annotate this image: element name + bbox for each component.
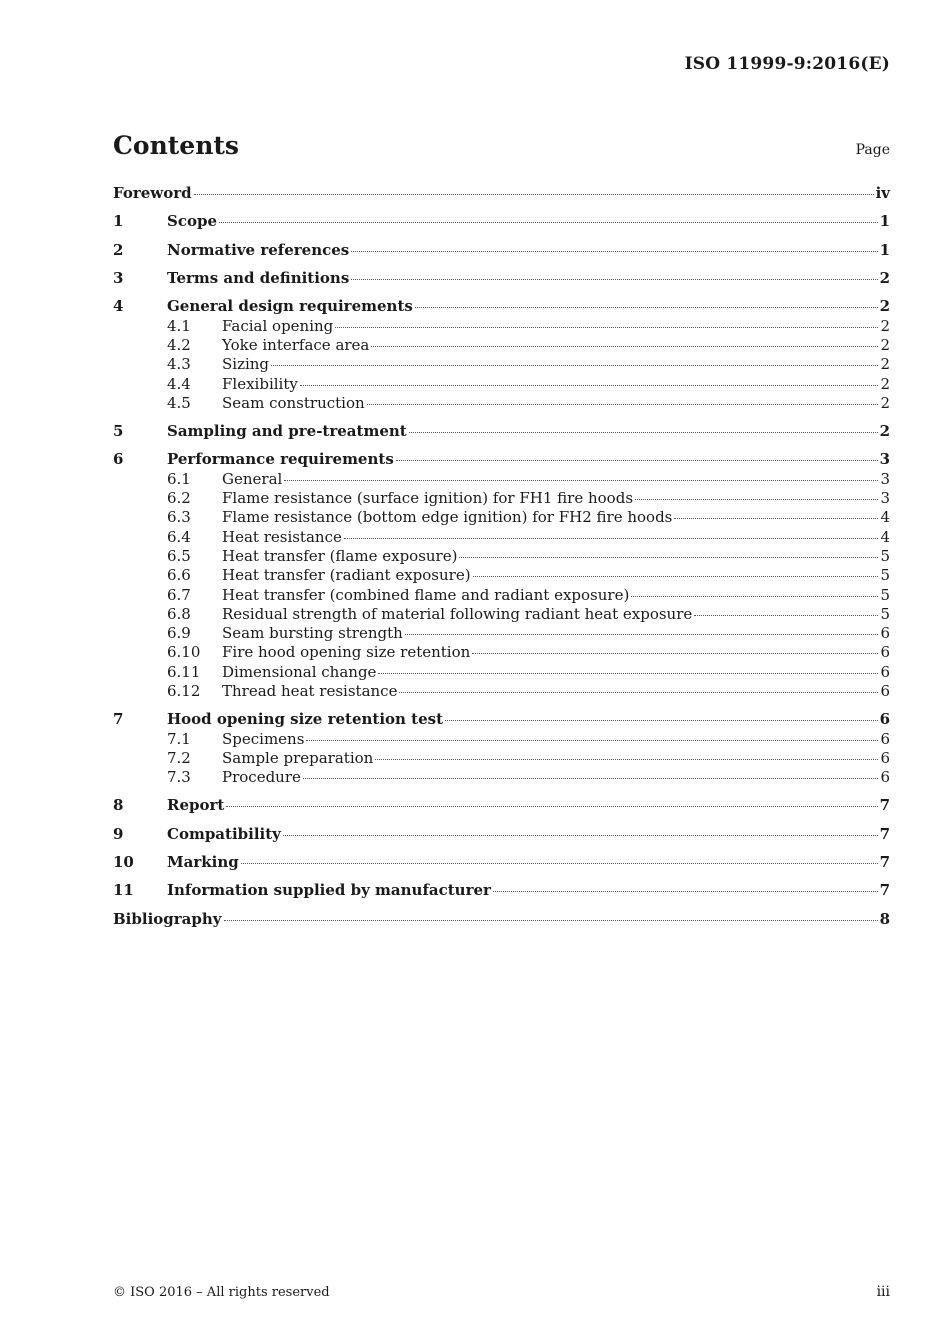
dot-leader [415,307,878,308]
dot-leader [344,538,879,539]
toc-entry[interactable] [113,624,890,643]
toc-entry-number: 4.5 [167,393,191,412]
toc-entry-page: 1 [879,212,890,231]
toc-entry-page: 6 [880,682,890,701]
dot-leader [351,279,877,280]
toc-entry[interactable] [113,586,890,605]
toc-entry-number: 6.1 [167,469,191,488]
toc-entry-page: 1 [879,240,890,259]
toc-entry-number: 8 [113,796,124,815]
toc-entry-page: 5 [880,604,890,623]
toc-entry-number: 3 [113,268,124,287]
toc-entry-title: Sample preparation [222,748,374,767]
toc-entry[interactable] [113,317,890,336]
toc-entry-page: 2 [879,421,890,440]
toc-entry[interactable] [113,749,890,768]
dot-leader [306,740,878,741]
toc-entry[interactable] [113,663,890,682]
toc-entry[interactable] [113,796,890,816]
toc-entry-number: 4.2 [167,335,191,354]
toc-entry-page: 6 [880,643,890,662]
toc-entry-title: Hood opening size retention test [167,710,444,729]
toc-entry-title: Procedure [222,768,301,787]
toc-entry[interactable] [113,566,890,585]
toc-entry-title: Compatibility [167,824,281,843]
dot-leader [396,460,878,461]
toc-entry-page: 2 [879,268,890,287]
toc-entry-page: 5 [880,566,890,585]
toc-entry-title: Scope [167,212,218,231]
toc-entry-title: Flame resistance (surface ignition) for FH1 fire hoods [222,489,634,508]
copyright-notice: © ISO 2016 – All rights reserved [113,1285,330,1300]
dot-leader [271,365,878,366]
toc-entry-page: 2 [880,355,890,374]
toc-entry-page: 2 [880,374,890,393]
toc-entry-page: 5 [880,585,890,604]
dot-leader [472,653,878,654]
toc-entry-title: Flexibility [222,374,298,393]
dot-leader [405,634,879,635]
toc-entry[interactable] [113,710,890,730]
toc-entry-title: General design requirements [167,297,413,316]
toc-entry-title: General [222,469,283,488]
toc-entry-number: 5 [113,421,124,440]
toc-entry-number: 7.1 [167,729,191,748]
page-number: iii [876,1284,890,1300]
dot-leader [226,806,877,807]
dot-leader [241,863,878,864]
toc-entry-page: 3 [879,450,890,469]
toc-entry-number: 7.3 [167,768,191,787]
toc-entry-page: 5 [880,546,890,565]
toc-entry-page: 4 [880,527,890,546]
toc-entry-title: Specimens [222,729,305,748]
toc-entry-page: 7 [879,852,890,871]
toc-entry-number: 4.3 [167,355,191,374]
toc-entry-number: 1 [113,212,124,231]
document-id: ISO 11999-9:2016(E) [684,54,890,74]
toc-entry-page: 4 [880,508,890,527]
toc-entry-title: Foreword [113,184,192,202]
toc-entry-title: Heat resistance [222,527,342,546]
toc-entry-title: Performance requirements [167,450,394,469]
toc-entry[interactable] [113,184,890,204]
toc-entry-number: 6.7 [167,585,191,604]
toc-entry-page: 6 [880,748,890,767]
dot-leader [367,404,879,405]
toc-entry[interactable] [113,470,890,489]
toc-entry[interactable] [113,528,890,547]
toc-entry-number: 6.6 [167,566,191,585]
toc-entry-page: 7 [879,881,890,900]
toc-entry[interactable] [113,853,890,873]
toc-entry-number: 10 [113,852,134,871]
toc-entry-title: Dimensional change [222,662,377,681]
dot-leader [674,518,878,519]
toc-entry-title: Terms and definitions [167,268,350,287]
toc-entry[interactable] [113,682,890,701]
toc-entry-title: Normative references [167,240,350,259]
toc-entry-title: Flame resistance (bottom edge ignition) for FH2 fire hoods [222,508,673,527]
toc-entry-number: 6.9 [167,624,191,643]
toc-entry-page: 2 [880,393,890,412]
toc-entry-title: Seam bursting strength [222,624,403,643]
toc-entry[interactable] [113,825,890,845]
toc-entry-number: 6.2 [167,489,191,508]
toc-entry-page: 6 [880,624,890,643]
dot-leader [283,835,878,836]
dot-leader [459,557,878,558]
table-of-contents [113,184,890,929]
dot-leader [375,759,878,760]
toc-entry-title: Facial opening [222,316,334,335]
toc-entry[interactable] [113,212,890,232]
toc-entry-number: 4 [113,297,124,316]
toc-entry[interactable] [113,643,890,662]
toc-entry-title: Residual strength of material following radiant heat exposure [222,604,693,623]
toc-entry-number: 6.5 [167,546,191,565]
toc-entry-title: Fire hood opening size retention [222,643,471,662]
toc-entry[interactable] [113,422,890,442]
toc-entry-page: 3 [880,469,890,488]
dot-leader [351,251,877,252]
dot-leader [409,432,878,433]
toc-entry-title: Bibliography [113,909,222,928]
toc-entry-page: 2 [880,316,890,335]
toc-entry[interactable] [113,241,890,261]
dot-leader [445,720,878,721]
toc-entry-number: 9 [113,824,124,843]
page-column-label: Page [855,142,890,158]
dot-leader [335,327,878,328]
toc-entry[interactable] [113,375,890,394]
dot-leader [694,615,878,616]
toc-entry-page: 3 [880,489,890,508]
dot-leader [631,596,878,597]
dot-leader [371,346,878,347]
toc-entry-page: 2 [879,297,890,316]
dot-leader [194,194,874,195]
toc-entry-number: 6.8 [167,604,191,623]
dot-leader [219,222,878,223]
toc-entry-page: iv [875,184,890,202]
toc-entry-number: 6.11 [167,662,201,681]
dot-leader [300,385,879,386]
dot-leader [473,576,879,577]
dot-leader [303,778,879,779]
toc-entry-title: Sizing [222,355,270,374]
toc-entry-number: 7 [113,710,124,729]
dot-leader [493,891,878,892]
toc-entry-page: 6 [880,768,890,787]
toc-entry-title: Heat transfer (flame exposure) [222,546,458,565]
toc-entry[interactable] [113,269,890,289]
toc-entry-number: 6.12 [167,682,201,701]
toc-entry-title: Seam construction [222,393,365,412]
toc-entry-number: 6.4 [167,527,191,546]
dot-leader [399,692,878,693]
dot-leader [378,673,878,674]
toc-entry[interactable] [113,489,890,508]
toc-entry-number: 6 [113,450,124,469]
toc-entry-title: Thread heat resistance [222,682,398,701]
page-title: Contents [113,131,240,160]
toc-entry-title: Marking [167,852,239,871]
toc-entry[interactable] [113,910,890,930]
toc-entry-page: 6 [879,710,890,729]
toc-entry[interactable] [113,336,890,355]
toc-entry[interactable] [113,450,890,470]
toc-entry-title: Report [167,796,225,815]
dot-leader [635,499,878,500]
toc-entry-number: 11 [113,881,134,900]
toc-entry-number: 2 [113,240,124,259]
toc-entry-page: 6 [880,662,890,681]
toc-entry-title: Heat transfer (radiant exposure) [222,566,471,585]
toc-entry[interactable] [113,768,890,787]
toc-entry-page: 7 [879,796,890,815]
toc-entry-number: 6.10 [167,643,201,662]
toc-entry[interactable] [113,605,890,624]
toc-entry-page: 6 [880,729,890,748]
toc-entry[interactable] [113,355,890,374]
toc-entry[interactable] [113,881,890,901]
toc-entry[interactable] [113,547,890,566]
toc-entry-title: Information supplied by manufacturer [167,881,491,900]
toc-entry[interactable] [113,508,890,527]
toc-entry-title: Yoke interface area [222,335,370,354]
toc-entry-page: 2 [880,335,890,354]
toc-entry-number: 4.4 [167,374,191,393]
toc-entry-number: 7.2 [167,748,191,767]
dot-leader [284,480,878,481]
dot-leader [224,920,878,921]
toc-entry-title: Heat transfer (combined flame and radiant exposure) [222,585,630,604]
toc-entry-number: 6.3 [167,508,191,527]
toc-entry-number: 4.1 [167,316,191,335]
toc-entry-page: 8 [879,909,890,928]
toc-entry-page: 7 [879,824,890,843]
toc-entry[interactable] [113,394,890,413]
toc-entry[interactable] [113,297,890,317]
toc-entry-title: Sampling and pre-treatment [167,421,407,440]
toc-entry[interactable] [113,730,890,749]
